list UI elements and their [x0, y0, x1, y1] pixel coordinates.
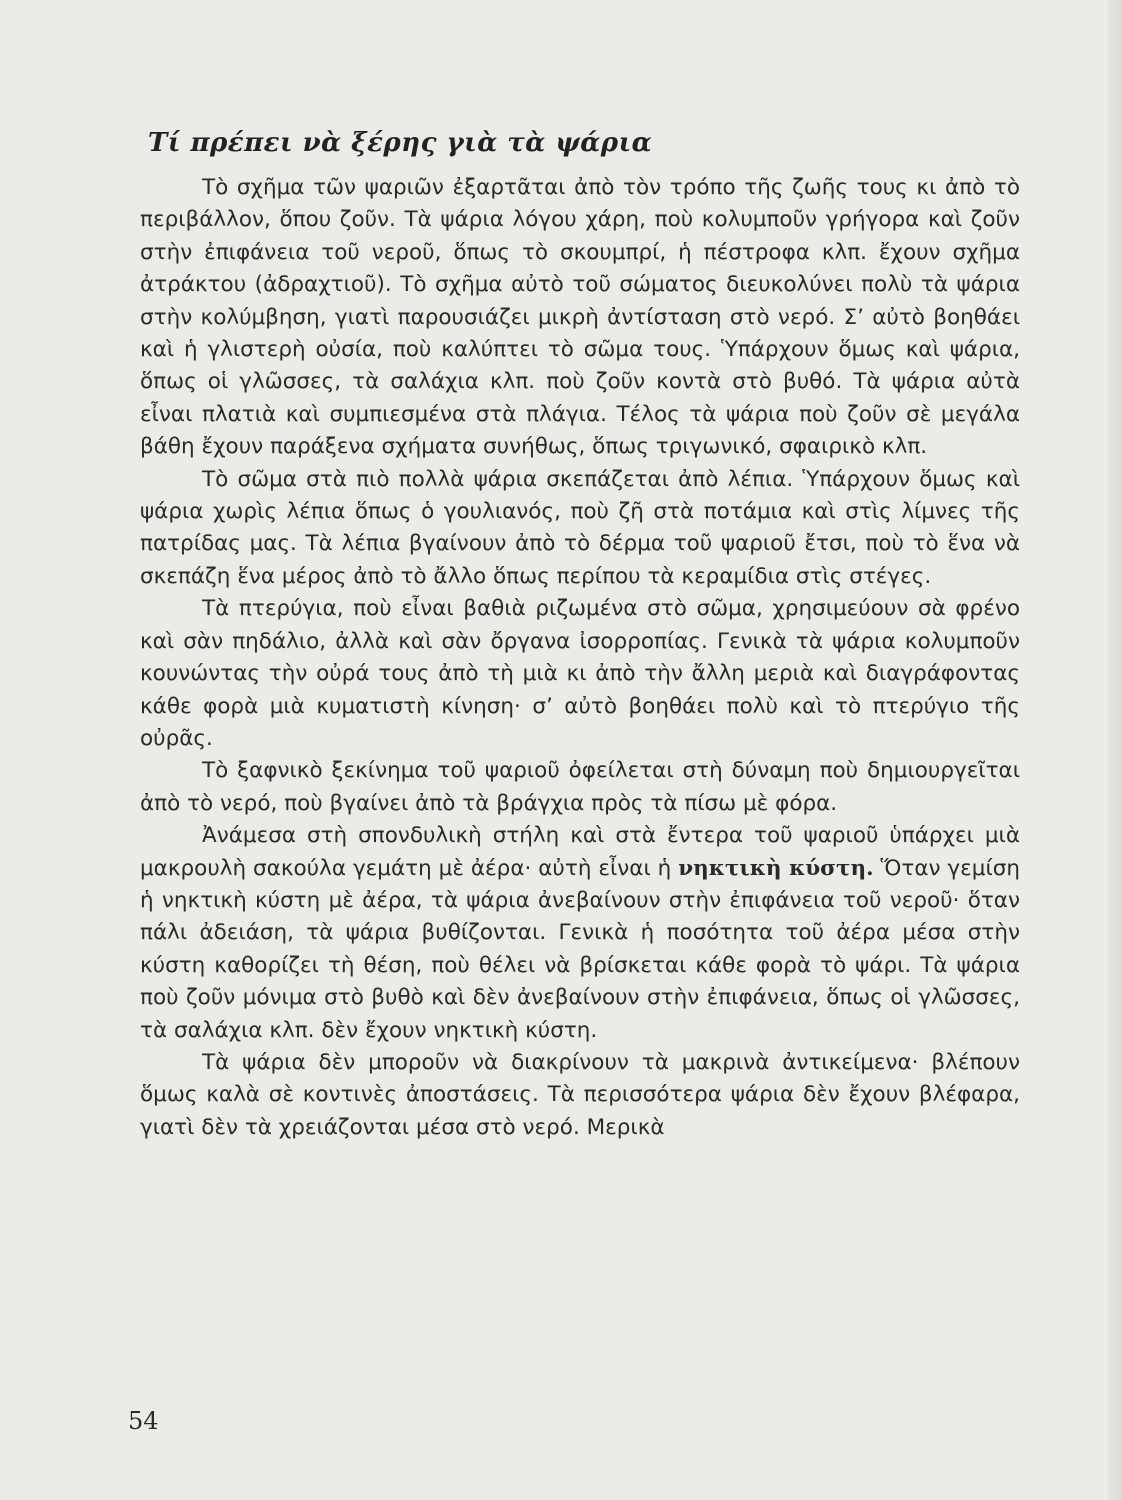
paragraph-swim-bladder: [140, 820, 1020, 1047]
paragraph-vision: [140, 1047, 1020, 1144]
paragraph-text: Τὰ πτερύγια, ποὺ εἶναι βαθιὰ ριζωμένα στὸ σῶμα, χρησιμεύουν σὰ φρένο καὶ σὰν πηδάλιο, ἀλλὰ καὶ σὰν ὄργανα ἰσορροπίας. Γενικὰ τὰ ψάρια κολυμποῦν κουνώντας τὴν οὐρά τους ἀπὸ τὴ μιὰ κι ἀπὸ τὴν ἄλλη μεριὰ καὶ διαγράφοντας κάθε φορὰ μιὰ κυματιστὴ κίνηση· σ’ αὐτὸ βοηθάει πολὺ καὶ τὸ πτερύγιο τῆς οὐρᾶς.: [140, 596, 1020, 751]
paragraph-text: Ἀνάμεσα στὴ σπονδυλικὴ στήλη καὶ στὰ ἔντερα τοῦ ψαριοῦ ὑπάρχει μιὰ μακρουλὴ σακούλα γεμάτη μὲ ἀέρα· αὐτὴ εἶναι ἡ: [140, 823, 1020, 881]
body-text: [140, 172, 1020, 1144]
paragraph-text: Τὸ ξαφνικὸ ξεκίνημα τοῦ ψαριοῦ ὀφείλεται στὴ δύναμη ποὺ δημιουργεῖται ἀπὸ τὸ νερό, ποὺ βγαίνει ἀπὸ τὰ βράγχια πρὸς τὰ πίσω μὲ φόρα.: [140, 758, 1020, 816]
paragraph-text: Ὅταν γεμίση ἡ νηκτικὴ κύστη μὲ ἀέρα, τὰ ψάρια ἀνεβαίνουν στὴν ἐπιφάνεια τοῦ νεροῦ· ὅταν πάλι ἀδειάση, τὰ ψάρια βυθίζονται. Γενικὰ ἡ ποσότητα τοῦ ἀέρα μέσα στὴν κύστη καθορίζει τὴ θέση, ποὺ θέλει νὰ βρίσκεται κάθε φορὰ τὸ ψάρι. Τὰ ψάρια ποὺ ζοῦν μόνιμα στὸ βυθὸ καὶ δὲν ἀνεβαίνουν στὴν ἐπιφάνεια, ὅπως οἱ γλῶσσες, τὰ σαλάχια κλπ. δὲν ἔχουν νηκτικὴ κύστη.: [140, 855, 1020, 1043]
bold-term-swim-bladder: νηκτικὴ κύστη.: [678, 855, 874, 881]
paragraph-text: Τὸ σχῆμα τῶν ψαριῶν ἐξαρτᾶται ἀπὸ τὸν τρόπο τῆς ζωῆς τους κι ἀπὸ τὸ περιβάλλον, ὅπου ζοῦν. Τὰ ψάρια λόγου χάρη, ποὺ κολυμποῦν γρήγορα καὶ ζοῦν στὴν ἐπιφάνεια τοῦ νεροῦ, ὅπως τὸ σκουμπρί, ἡ πέστροφα κλπ. ἔχουν σχῆμα ἀτράκτου (ἀδραχτιοῦ). Τὸ σχῆμα αὐτὸ τοῦ σώματος διευκολύνει πολὺ τὰ ψάρια στὴν κολύμβηση, γιατὶ παρουσιάζει μικρὴ ἀντίσταση στὸ νερό. Σ’ αὐτὸ βοηθάει καὶ ἡ γλιστερὴ οὐσία, ποὺ καλύπτει τὸ σῶμα τους. Ὑπάρχουν ὅμως καὶ ψάρια, ὅπως οἱ γλῶσσες, τὰ σαλάχια κλπ. ποὺ ζοῦν κοντὰ στὸ βυθό. Τὰ ψάρια αὐτὰ εἶναι πλατιὰ καὶ συμπιεσμένα στὰ πλάγια. Τέλος τὰ ψάρια ποὺ ζοῦν σὲ μεγάλα βάθη ἔχουν παράξενα σχήματα συνήθως, ὅπως τριγωνικό, σφαιρικὸ κλπ.: [140, 175, 1020, 460]
section-heading: Τί πρέπει νὰ ξέρης γιὰ τὰ ψάρια: [148, 128, 653, 158]
page-edge: [1108, 0, 1122, 1500]
paragraph-fins: [140, 593, 1020, 755]
paragraph-fish-shape: [140, 172, 1020, 464]
paragraph-scales: [140, 464, 1020, 594]
paragraph-sudden-start: [140, 755, 1020, 820]
paragraph-text: Τὸ σῶμα στὰ πιὸ πολλὰ ψάρια σκεπάζεται ἀπὸ λέπια. Ὑπάρχουν ὅμως καὶ ψάρια χωρὶς λέπια ὅπως ὁ γουλιανός, ποὺ ζῆ στὰ ποτάμια καὶ στὶς λίμνες τῆς πατρίδας μας. Τὰ λέπια βγαίνουν ἀπὸ τὸ δέρμα τοῦ ψαριοῦ ἔτσι, ποὺ τὸ ἕνα νὰ σκεπάζη ἕνα μέρος ἀπὸ τὸ ἄλλο ὅπως περίπου τὰ κεραμίδια στὶς στέγες.: [140, 466, 1020, 589]
page-number: 54: [128, 1407, 159, 1435]
paragraph-text: Τὰ ψάρια δὲν μποροῦν νὰ διακρίνουν τὰ μακρινὰ ἀντικείμενα· βλέπουν ὅμως καλὰ σὲ κοντινὲς ἀποστάσεις. Τὰ περισσότερα ψάρια δὲν ἔχουν βλέφαρα, γιατὶ δὲν τὰ χρειάζονται μέσα στὸ νερό. Μερικὰ: [140, 1049, 1020, 1140]
